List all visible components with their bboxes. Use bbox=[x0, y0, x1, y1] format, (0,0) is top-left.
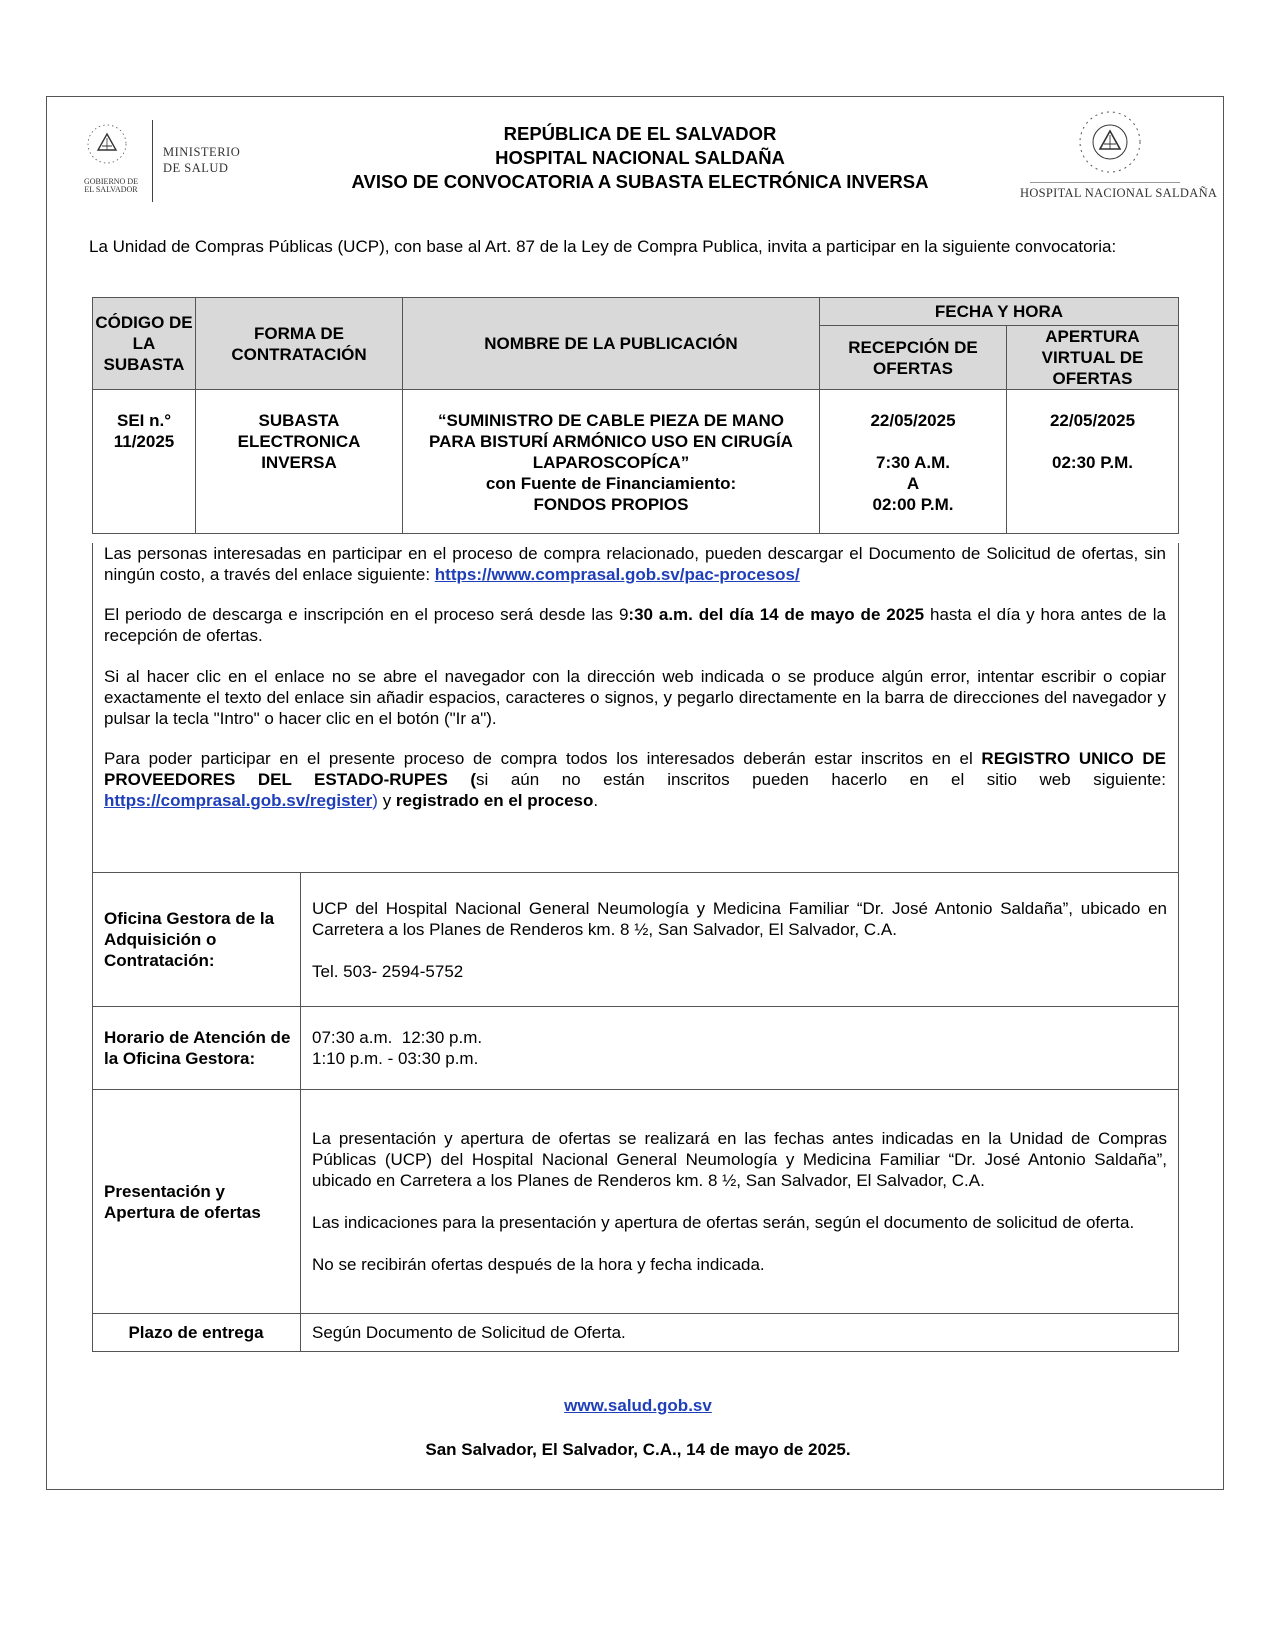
instructions-block bbox=[92, 543, 1179, 873]
presentacion-value: La presentación y apertura de ofertas se realizará en las fechas antes indicadas en la Unidad de Compras Públicas (UCP) del Hospital Nacional General Neumología y Medicina Familiar “Dr. José Antonio Saldaña”, ubicado en Carretera a los Planes de Renderos km. 8 ½, San Salvador, El Salvador, C.A. Las indicaciones para la presentación y apertura de ofertas serán, según el documento de solicitud de oferta. No se recibirán ofertas después de la hora y fecha indicada. bbox=[301, 1090, 1179, 1314]
presentacion-label: Presentación y Apertura de ofertas bbox=[93, 1090, 301, 1314]
gobierno-label: GOBIERNO DE EL SALVADOR bbox=[84, 177, 138, 194]
hospital-logo-label: HOSPITAL NACIONAL SALDAÑA bbox=[1020, 186, 1218, 200]
download-paragraph: Las personas interesadas en participar en el proceso de compra relacionado, pueden descargar el Documento de Solicitud de ofertas, sin ningún costo, a través del enlace siguiente: https://www.comprasal.gob.sv/pac-procesos/ bbox=[104, 544, 1166, 584]
col-fecha-header: FECHA Y HORA bbox=[820, 298, 1179, 326]
col-apertura-header: APERTURA VIRTUAL DE OFERTAS bbox=[1007, 326, 1179, 390]
pac-procesos-link[interactable]: https://www.comprasal.gob.sv/pac-procesos/ bbox=[434, 565, 800, 584]
link-help-paragraph: Si al hacer clic en el enlace no se abre el navegador con la dirección web indicada o se produce algún error, intentar escribir o copiar exactamente el texto del enlace sin añadir espacios, caracteres o signos, y pegarlo directamente en la barra de direcciones del navegador y pulsar la tecla "Intro" o hacer clic en el botón ("Ir a"). bbox=[104, 667, 1166, 728]
logo-divider bbox=[152, 120, 153, 202]
horario-label: Horario de Atención de la Oficina Gestora: bbox=[93, 1007, 301, 1090]
cell-codigo: SEI n.° 11/2025 bbox=[93, 390, 196, 534]
info-table bbox=[92, 872, 1179, 1352]
ministerio-label: MINISTERIO DE SALUD bbox=[163, 145, 241, 175]
cell-nombre: “SUMINISTRO DE CABLE PIEZA DE MANO PARA BISTURÍ ARMÓNICO USO EN CIRUGÍA LAPAROSCOPÍCA” con Fuente de Financiamiento: FONDOS PROPIOS bbox=[403, 390, 820, 534]
hospital-saldana-emblem-icon bbox=[1078, 102, 1158, 182]
table-row bbox=[93, 390, 1179, 534]
rupes-paragraph: Para poder participar en el presente proceso de compra todos los interesados deberán estar inscritos en el REGISTRO UNICO DE PROVEEDORES DEL ESTADO-RUPES (si aún no están inscritos pueden hacerlo en el sitio web siguiente: https://comprasal.gob.sv/register) y registrado en el proceso. bbox=[104, 749, 1166, 810]
title-hospital: HOSPITAL NACIONAL SALDAÑA bbox=[495, 147, 785, 168]
cell-apertura: 22/05/2025 02:30 P.M. bbox=[1007, 390, 1179, 534]
convocatoria-table bbox=[92, 297, 1179, 534]
oficina-label: Oficina Gestora de la Adquisición o Contratación: bbox=[93, 873, 301, 1007]
hospital-logo-rule bbox=[1030, 182, 1180, 183]
col-nombre-header: NOMBRE DE LA PUBLICACIÓN bbox=[403, 298, 820, 390]
col-forma-header: FORMA DE CONTRATACIÓN bbox=[196, 298, 403, 390]
cell-recepcion: 22/05/2025 7:30 A.M. A 02:00 P.M. bbox=[820, 390, 1007, 534]
register-link[interactable]: https://comprasal.gob.sv/register bbox=[104, 791, 373, 810]
plazo-value: Según Documento de Solicitud de Oferta. bbox=[301, 1314, 1179, 1352]
footer-date: San Salvador, El Salvador, C.A., 14 de mayo de 2025. bbox=[425, 1440, 851, 1459]
table-row bbox=[93, 1090, 1179, 1314]
period-paragraph: El periodo de descarga e inscripción en el proceso será desde las 9:30 a.m. del día 14 de mayo de 2025 hasta el día y hora antes de la recepción de ofertas. bbox=[104, 605, 1167, 645]
salud-website-link[interactable]: www.salud.gob.sv bbox=[564, 1396, 712, 1415]
col-recepcion-header: RECEPCIÓN DE OFERTAS bbox=[820, 326, 1007, 390]
col-codigo-header: CÓDIGO DE LA SUBASTA bbox=[93, 298, 196, 390]
horario-value: 07:30 a.m. 12:30 p.m. 1:10 p.m. - 03:30 p.m. bbox=[301, 1007, 1179, 1090]
table-row bbox=[93, 1314, 1179, 1352]
intro-paragraph: La Unidad de Compras Públicas (UCP), con base al Art. 87 de la Ley de Compra Publica, invita a participar en la siguiente convocatoria: bbox=[89, 237, 1117, 256]
title-republica: REPÚBLICA DE EL SALVADOR bbox=[503, 123, 777, 144]
cell-forma: SUBASTA ELECTRONICA INVERSA bbox=[196, 390, 403, 534]
plazo-label: Plazo de entrega bbox=[93, 1314, 301, 1352]
table-row bbox=[93, 873, 1179, 1007]
oficina-value: UCP del Hospital Nacional General Neumología y Medicina Familiar “Dr. José Antonio Saldaña”, ubicado en Carretera a los Planes de Renderos km. 8 ½, San Salvador, El Salvador, C.A. Tel. 503- 2594-5752 bbox=[301, 873, 1179, 1007]
document-title bbox=[300, 122, 980, 194]
title-aviso: AVISO DE CONVOCATORIA A SUBASTA ELECTRÓNICA INVERSA bbox=[351, 171, 929, 192]
table-row bbox=[93, 1007, 1179, 1090]
footer-link-container bbox=[0, 1396, 1276, 1416]
